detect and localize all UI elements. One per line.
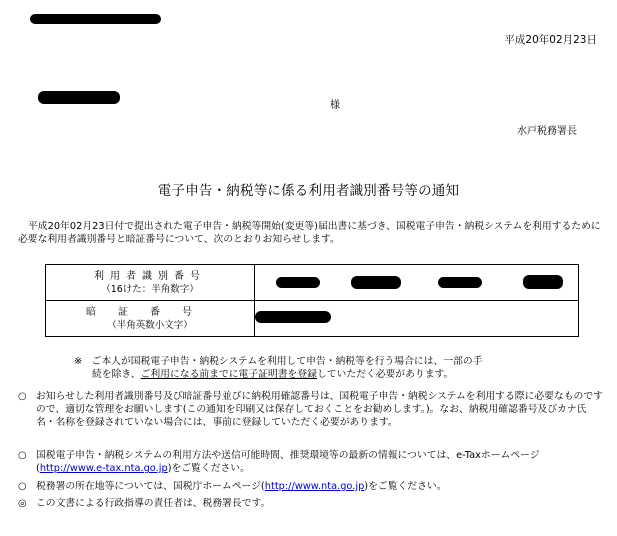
- notice-item-text: この文書による行政指導の責任者は、税務署長です。: [36, 498, 271, 509]
- redacted-password: [255, 311, 331, 323]
- password-value-cell: [255, 301, 579, 337]
- notice-item-etax-info: [18, 449, 604, 475]
- etax-link[interactable]: http://www.e-tax.nta.go.jp: [39, 463, 168, 474]
- password-row: [46, 301, 579, 337]
- redacted-user-id-part-2: [351, 276, 401, 289]
- user-id-label-cell: [46, 265, 255, 301]
- user-id-value-cell: [255, 265, 579, 301]
- bullet-circle-icon: ○: [18, 391, 27, 402]
- redacted-recipient-name: [38, 91, 120, 104]
- certificate-note: [74, 355, 574, 381]
- redacted-user-id-part-1: [276, 277, 320, 288]
- notice-item-text: [36, 480, 604, 493]
- nta-text-before: 税務署の所在地等については、国税庁ホームページ(: [36, 481, 265, 492]
- user-id-sublabel: （16けた：半角数字）: [101, 283, 199, 295]
- note-underlined-text: ご利用になる前までに電子証明書を登録: [140, 369, 317, 380]
- issuer: 水戸税務署長: [517, 126, 577, 137]
- notice-item-management: [18, 390, 604, 429]
- redacted-sender: [30, 14, 161, 24]
- recipient-honorific: 様: [330, 100, 340, 111]
- notice-item-office-location: [18, 480, 604, 493]
- etax-text-before: 国税電子申告・納税システムの利用方法や送信可能時間、推奨環境等の最新の情報については、e-Taxホームページ(: [36, 450, 540, 474]
- document-date: 平成20年02月23日: [504, 34, 597, 46]
- redacted-user-id-part-3: [438, 277, 482, 288]
- password-label: 暗証番号: [86, 306, 214, 318]
- nta-text-after: )をご覧ください。: [364, 481, 447, 492]
- user-id-label: 利用者識別番号: [94, 270, 206, 282]
- user-id-row: [46, 265, 579, 301]
- note-line-2-suffix: していただく必要があります。: [316, 369, 454, 380]
- password-label-cell: [46, 301, 255, 337]
- notice-item-text: お知らせした利用者識別番号及び暗証番号並びに納税用確認番号は、国税電子申告・納税システムを利用する際に必要なものですので、適切な管理をお願いします(この通知を印刷又は保存しておくことをお勧めします。)。なお、納税用確認番号及びカナ氏名・名称を登録されていない場合には、事前に登録していただく必要があります。: [36, 391, 603, 428]
- document-title: 電子申告・納税等に係る利用者識別番号等の通知: [157, 183, 460, 199]
- intro-paragraph: 平成20年02月23日付で提出された電子申告・納税等開始(変更等)届出書に基づき、国税電子申告・納税システムを利用するために必要な利用者識別番号と暗証番号について、次のとおりお知らせします。: [18, 221, 601, 245]
- note-line-2: [74, 368, 574, 381]
- nta-link[interactable]: http://www.nta.go.jp: [264, 481, 365, 492]
- notice-item-responsible: [18, 497, 604, 510]
- note-mark: ※: [74, 356, 83, 367]
- bullet-double-circle-icon: ◎: [18, 498, 27, 509]
- note-line-1: ご本人が国税電子申告・納税システムを利用して申告・納税等を行う場合には、一部の手: [91, 356, 483, 367]
- redacted-user-id-part-4: [523, 275, 563, 289]
- bullet-circle-icon: ○: [18, 450, 27, 461]
- notice-item-text: [36, 449, 604, 475]
- etax-text-after: )をご覧ください。: [167, 463, 250, 474]
- password-sublabel: （半角英数小文字）: [107, 319, 193, 331]
- id-table: [45, 264, 579, 337]
- bullet-circle-icon: ○: [18, 481, 27, 492]
- note-line-2-prefix: 続を除き、: [92, 369, 141, 380]
